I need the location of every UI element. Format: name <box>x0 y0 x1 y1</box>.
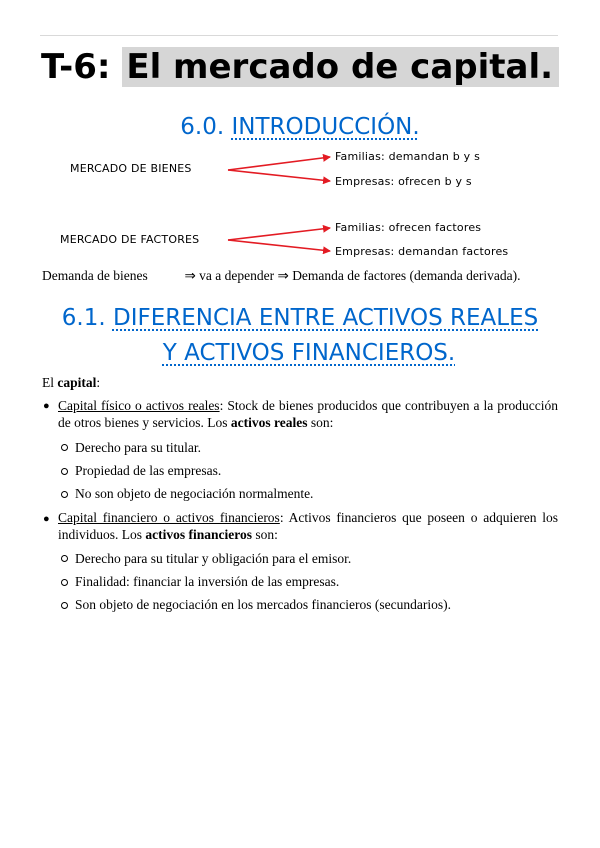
demanda-bienes: Demanda de bienes <box>42 268 148 283</box>
factores-familias: Familias: ofrecen factores <box>335 221 482 234</box>
section-0-title: INTRODUCCIÓN. <box>231 114 420 140</box>
implies-arrow: ⇒ <box>277 268 289 283</box>
section-0-number: 6.0. <box>180 114 225 140</box>
financiero-bold: activos financieros <box>145 527 253 542</box>
section-1-title-line2: Y ACTIVOS FINANCIEROS. <box>162 340 456 366</box>
circle-bullet-icon <box>61 602 68 609</box>
arrow-bienes-up <box>228 157 330 170</box>
arrow-bienes-down <box>228 170 330 181</box>
section-1-heading-line2 <box>0 338 600 368</box>
demanda-depender: va a depender <box>199 268 275 283</box>
financiero-text: : Activos financieros que poseen o adquieren los individuos. Los <box>58 510 558 542</box>
financiero-item-3: Son objeto de negociación en los mercados financieros (secundarios). <box>75 597 452 612</box>
section-1-title-line1: DIFERENCIA ENTRE ACTIVOS REALES <box>112 305 539 331</box>
financiero-end: son: <box>255 527 278 542</box>
capital-fisico-paragraph <box>58 397 558 431</box>
circle-bullet-icon <box>61 555 68 562</box>
circle-bullet-icon <box>61 491 68 498</box>
circle-bullet-icon <box>61 444 68 451</box>
circle-bullet-icon <box>61 579 68 586</box>
capital-financiero-paragraph <box>58 509 558 543</box>
intro-bold: capital <box>57 375 97 390</box>
financiero-item-1: Derecho para su titular y obligación para el emisor. <box>75 551 352 566</box>
capital-intro <box>42 374 100 391</box>
bullet-icon: ● <box>43 400 50 412</box>
bullet-icon: ● <box>43 513 50 525</box>
bienes-familias: Familias: demandan b y s <box>335 150 481 163</box>
intro-pre: El <box>42 375 54 390</box>
arrow-factores-down <box>228 240 330 251</box>
label-mercado-bienes: MERCADO DE BIENES <box>70 162 192 175</box>
intro-post: : <box>96 375 101 390</box>
fisico-item-1: Derecho para su titular. <box>75 440 201 455</box>
fisico-text: : Stock de bienes producidos que contribuyen a la producción de otros bienes y servicios. Los <box>58 398 558 430</box>
financiero-term: Capital financiero o activos financieros <box>58 510 280 525</box>
implies-arrow: ⇒ <box>184 268 196 283</box>
bienes-empresas: Empresas: ofrecen b y s <box>335 175 472 188</box>
fisico-bold: activos reales <box>230 415 308 430</box>
label-mercado-factores: MERCADO DE FACTORES <box>60 233 200 246</box>
fisico-item-2: Propiedad de las empresas. <box>75 463 222 478</box>
title-prefix: T-6: <box>40 47 111 87</box>
financiero-item-2: Finalidad: financiar la inversión de las empresas. <box>75 574 340 589</box>
title-main: El mercado de capital. <box>122 47 559 87</box>
fisico-end: son: <box>310 415 334 430</box>
section-1-number: 6.1. <box>61 305 106 331</box>
section-1-heading <box>0 303 600 333</box>
demanda-line <box>42 267 520 284</box>
fisico-term: Capital físico o activos reales <box>58 398 220 413</box>
circle-bullet-icon <box>61 468 68 475</box>
arrow-factores-up <box>228 228 330 240</box>
fisico-item-3: No son objeto de negociación normalmente. <box>75 486 314 501</box>
demanda-factores: Demanda de factores (demanda derivada). <box>292 268 521 283</box>
factores-empresas: Empresas: demandan factores <box>335 245 509 258</box>
